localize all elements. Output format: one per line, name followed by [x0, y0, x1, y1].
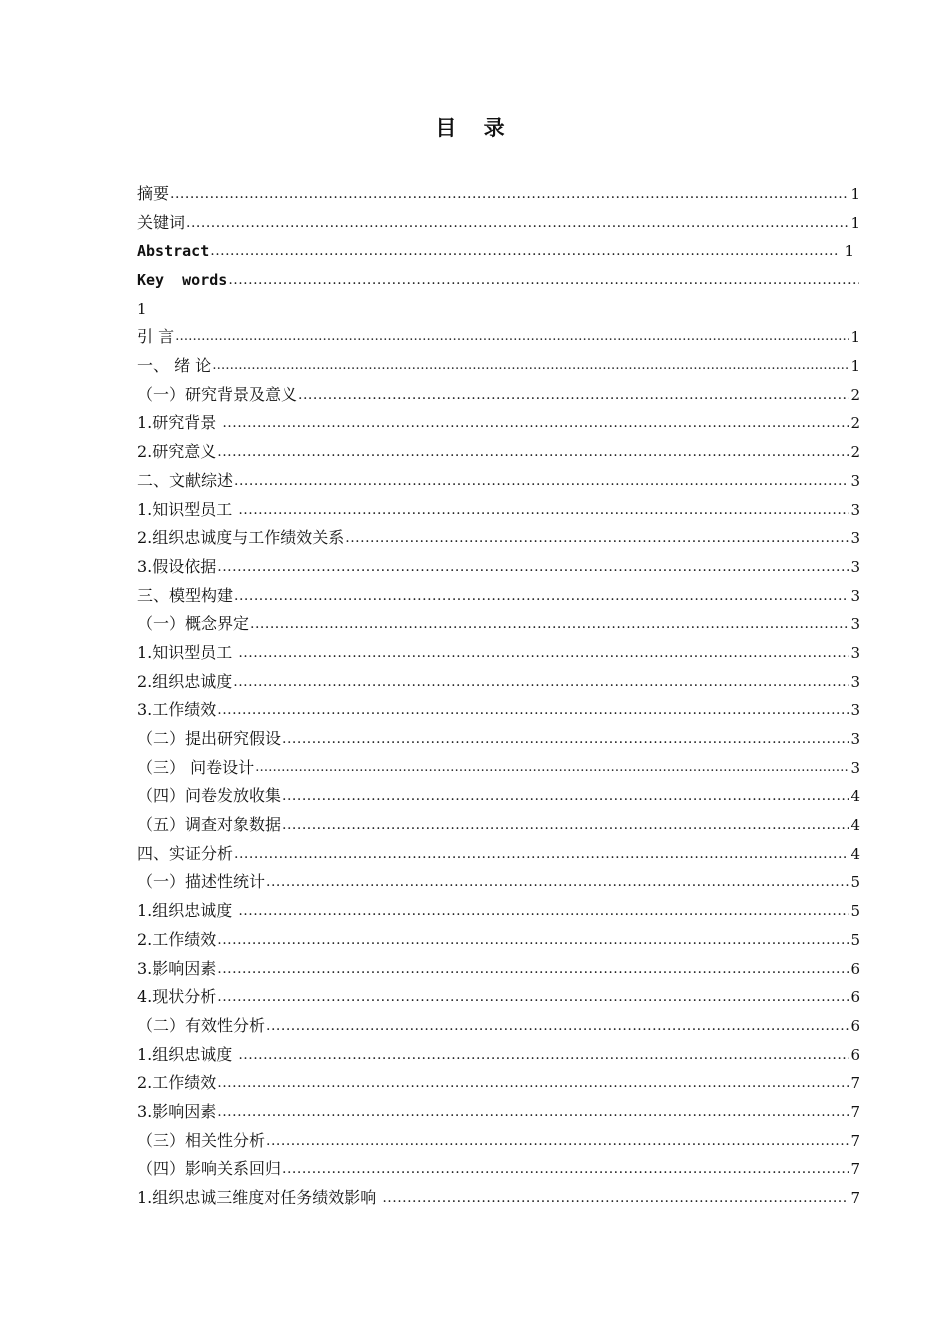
- toc-entry-page: 7: [850, 1074, 860, 1093]
- toc-entry-label: 3.假设依据: [137, 556, 217, 576]
- dot-leader: [266, 869, 849, 898]
- toc-entry-page: 3: [850, 471, 860, 490]
- toc-entry-page: 2: [850, 443, 860, 462]
- toc-entry-page: 5: [850, 902, 860, 921]
- toc-entry-label: 1.知识型员工: [137, 642, 238, 662]
- toc-entry[interactable]: [137, 410, 860, 439]
- dot-leader: [175, 323, 849, 352]
- toc-entry[interactable]: [137, 782, 860, 811]
- toc-entry-label: （一）研究背景及意义: [137, 384, 298, 404]
- dot-leader: [186, 209, 849, 238]
- toc-entry[interactable]: [137, 524, 860, 553]
- toc-entry-label: 1.组织忠诚度: [137, 901, 238, 921]
- toc-entry[interactable]: [137, 811, 860, 840]
- dot-leader: [170, 180, 849, 209]
- toc-entry-page: 1: [844, 242, 854, 261]
- toc-entry-page: 4: [850, 844, 860, 863]
- toc-entry[interactable]: [137, 725, 860, 754]
- toc-entry-page: 2: [850, 414, 860, 433]
- dot-leader: [238, 496, 849, 525]
- toc-entry-label: 4.现状分析: [137, 987, 217, 1007]
- dot-leader: [217, 553, 849, 582]
- toc-entry-page: 3: [850, 500, 860, 519]
- toc-entry-label: 2.工作绩效: [137, 929, 217, 949]
- toc-entry[interactable]: [137, 496, 860, 525]
- dot-leader: [234, 467, 849, 496]
- toc-entry-page: 4: [850, 816, 860, 835]
- dot-leader: [217, 1069, 849, 1098]
- toc-entry-page: 3: [850, 730, 860, 749]
- toc-entry[interactable]: [137, 897, 860, 926]
- dot-leader: [217, 926, 849, 955]
- toc-entry-page: 6: [850, 988, 860, 1007]
- toc-entry-page: 7: [850, 1131, 860, 1150]
- toc-entry[interactable]: [137, 610, 860, 639]
- toc-entry-keywords-en[interactable]: [137, 266, 860, 295]
- toc-entry-label: （四）问卷发放收集: [137, 786, 282, 806]
- dot-leader: [282, 1155, 849, 1184]
- dot-leader: [228, 266, 859, 295]
- toc-entry-label: 2.组织忠诚度: [137, 671, 233, 691]
- toc-entry-chapter-1[interactable]: [137, 352, 860, 381]
- toc-entry[interactable]: [137, 381, 860, 410]
- toc-entry[interactable]: [137, 1184, 860, 1213]
- dot-leader: [282, 811, 849, 840]
- toc-entry-introduction[interactable]: [137, 323, 860, 352]
- toc-entry-label: 摘要: [137, 183, 170, 203]
- dot-leader: [212, 352, 849, 381]
- toc-entry-label: （三） 问卷设计: [137, 757, 255, 777]
- toc-entry-label: 四、实证分析: [137, 843, 234, 863]
- toc-entry-label: （二）有效性分析: [137, 1015, 266, 1035]
- toc-entry-chapter-3[interactable]: [137, 582, 860, 611]
- toc-entry[interactable]: [137, 639, 860, 668]
- toc-entry[interactable]: [137, 955, 860, 984]
- toc-entry-label: 1.组织忠诚三维度对任务绩效影响: [137, 1188, 382, 1208]
- toc-entry-page: 3: [850, 672, 860, 691]
- toc-entry-keywords-en-page: [137, 295, 860, 324]
- toc-entry-page: 3: [850, 701, 860, 720]
- dot-leader: [217, 983, 849, 1012]
- toc-entry-label: 1.组织忠诚度: [137, 1044, 238, 1064]
- toc-entry[interactable]: [137, 438, 860, 467]
- toc-entry-page: 3: [850, 529, 860, 548]
- toc-entry-label: 3.工作绩效: [137, 700, 217, 720]
- toc-entry[interactable]: [137, 1155, 860, 1184]
- toc-entry-page: 2: [850, 385, 860, 404]
- toc-entry-label: （四）影响关系回归: [137, 1159, 282, 1179]
- toc-entry[interactable]: [137, 1098, 860, 1127]
- toc-entry-label: （五）调查对象数据: [137, 815, 282, 835]
- toc-entry-page: 7: [850, 1160, 860, 1179]
- toc-entry-page: 4: [850, 787, 860, 806]
- toc-entry-page: 6: [850, 1016, 860, 1035]
- toc-entry[interactable]: [137, 553, 860, 582]
- toc-entry-page: 1: [850, 213, 860, 232]
- toc-entry-label: 引 言: [137, 327, 175, 347]
- dot-leader: [210, 237, 838, 266]
- dot-leader: [234, 582, 849, 611]
- toc-entry-label: 一、 绪 论: [137, 356, 212, 376]
- dot-leader: [345, 524, 849, 553]
- toc-entry-page: 1: [850, 328, 860, 347]
- dot-leader: [282, 725, 849, 754]
- dot-leader: [266, 1012, 849, 1041]
- toc-entry-page: 1: [137, 299, 147, 318]
- toc-entry-label: 1.知识型员工: [137, 499, 238, 519]
- toc-entry-page: 3: [850, 557, 860, 576]
- dot-leader: [238, 639, 849, 668]
- dot-leader: [217, 438, 849, 467]
- toc-entry-label: 2.组织忠诚度与工作绩效关系: [137, 528, 345, 548]
- toc-entry[interactable]: [137, 1127, 860, 1156]
- toc-entry-page: 1: [850, 184, 860, 203]
- dot-leader: [233, 668, 849, 697]
- toc-entry-page: 5: [850, 873, 860, 892]
- toc-entry-page: 6: [850, 959, 860, 978]
- toc-entry-label: 2.工作绩效: [137, 1073, 217, 1093]
- dot-leader: [238, 1041, 849, 1070]
- toc-entry-page: 3: [850, 643, 860, 662]
- toc-entry-label: 2.研究意义: [137, 442, 217, 462]
- toc-entry-label: （一）描述性统计: [137, 872, 266, 892]
- toc-entry-chapter-2[interactable]: [137, 467, 860, 496]
- toc-entry-page: 1: [850, 357, 860, 376]
- dot-leader: [217, 955, 849, 984]
- toc-entry[interactable]: [137, 696, 860, 725]
- dot-leader: [255, 754, 849, 783]
- dot-leader: [250, 610, 849, 639]
- toc-entry[interactable]: [137, 1012, 860, 1041]
- toc-entry[interactable]: [137, 668, 860, 697]
- toc-entry[interactable]: [137, 1041, 860, 1070]
- toc-title: 目 录: [435, 116, 515, 140]
- toc-entry[interactable]: [137, 754, 860, 783]
- toc-entry-label: Abstract: [137, 242, 210, 261]
- toc-entry-label: （一）概念界定: [137, 614, 250, 634]
- toc-entry-page: 3: [850, 758, 860, 777]
- toc-entry-page: 3: [850, 586, 860, 605]
- toc-entry-page: 7: [850, 1102, 860, 1121]
- toc-entry-page: 5: [850, 930, 860, 949]
- toc-entry-label: 二、文献综述: [137, 470, 234, 490]
- toc-entry-keywords-cn[interactable]: [137, 209, 860, 238]
- dot-leader: [238, 897, 849, 926]
- dot-leader: [217, 1098, 849, 1127]
- toc-entry-label: 三、模型构建: [137, 585, 234, 605]
- toc-entry-label: （三）相关性分析: [137, 1130, 266, 1150]
- dot-leader: [217, 696, 849, 725]
- toc-entry-label: （二）提出研究假设: [137, 729, 282, 749]
- table-of-contents: [137, 180, 860, 1213]
- toc-entry-chapter-4[interactable]: [137, 840, 860, 869]
- toc-entry-label: 3.影响因素: [137, 1101, 217, 1121]
- toc-entry-label: 关键词: [137, 212, 186, 232]
- toc-entry-page: 6: [850, 1045, 860, 1064]
- toc-entry-label: 1.研究背景: [137, 413, 222, 433]
- toc-entry-label: Key words: [137, 271, 228, 290]
- toc-entry[interactable]: [137, 1069, 860, 1098]
- dot-leader: [382, 1184, 849, 1213]
- toc-entry-label: 3.影响因素: [137, 958, 217, 978]
- dot-leader: [282, 782, 849, 811]
- toc-entry[interactable]: [137, 983, 860, 1012]
- toc-entry-abstract-cn[interactable]: [137, 180, 860, 209]
- toc-entry[interactable]: [137, 869, 860, 898]
- dot-leader: [234, 840, 849, 869]
- toc-entry[interactable]: [137, 926, 860, 955]
- toc-entry-page: 3: [850, 615, 860, 634]
- dot-leader: [222, 410, 849, 439]
- toc-entry-page: 7: [850, 1189, 860, 1208]
- dot-leader: [266, 1127, 849, 1156]
- toc-entry-abstract-en[interactable]: [137, 237, 860, 266]
- dot-leader: [298, 381, 849, 410]
